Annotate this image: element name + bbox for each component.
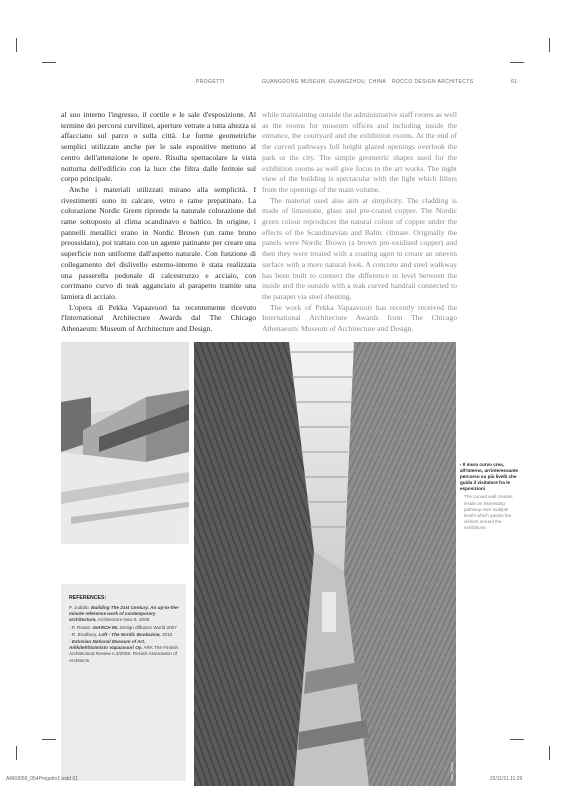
italian-text-column — [61, 110, 256, 335]
references-box — [61, 584, 186, 781]
crop-mark — [510, 739, 524, 740]
caption-english: The curved wall creates inside an interesting pathway over multiple levels which guides the visitors around the exhibitions — [464, 494, 513, 530]
paragraph: while maintaining outside the administrative staff rooms as well as the rooms for museum offices and including inside the entrance, the courtyard and the exhibition rooms. At the end of the curved pathways full height glazed openings overlook the park or the city. The simple geometric shapes used for the exhibition rooms as well give focus to the art works. The night view of the building is spectacular with the light which filters from the openings of the main volume. — [262, 110, 457, 194]
caption-italian — [460, 462, 520, 492]
reference-title: GIARCH 96. — [92, 624, 119, 630]
caption-arrow-icon: ‹ — [460, 462, 463, 467]
english-text-column — [262, 110, 457, 335]
reference-source: 2010 — [162, 631, 173, 637]
crop-mark — [16, 746, 17, 760]
reference-source: Architecture Now 6, 2008 — [97, 617, 150, 623]
reference-title: Loft - The Nordic Bookazine, — [98, 631, 161, 637]
references-list — [69, 605, 181, 665]
reference-author: - R. Bradbury, — [69, 631, 98, 637]
reference-source: ARK The Finnish Architectural Review n.3/2006. Finnish Association of Architects — [69, 645, 179, 663]
photo-credit: Jussi Tiainen — [181, 521, 185, 542]
caption-italian-text: Il muro curvo crea, all'interno, un'interessante percorso su più livelli che guida il visitatore fra le esposizioni — [460, 462, 519, 492]
reference-item — [69, 639, 181, 664]
paragraph: The work of Pekka Vapaavuori has recently received the International Architecture Awards from The Chicago Athenaeum: Museum of Architecture and Design. — [262, 302, 457, 334]
reference-author: - — [69, 639, 71, 645]
paragraph: Anche i materiali utilizzati mirano alla semplicità. I rivestimenti sono in calcare, vetro e rame prepatinato. La colorazione Nordic Green riprende la naturale colorazione del rame sottoposto al clima scandinavo e baltico. In origine, i pannelli metallici erano in Nordic Brown (un rame bruno preossidato), poi trattato con un agente patinante per creare una superficie non uniforme dall'aspetto naturale. Con funzione di collegamento del dislivello esterno-interno è stata realizzata una passerella pedonale di calcestruzzo e acciaio, con corrimano curvo di teak agganciato al parapetto tramite una lamiera di acciaio. — [61, 184, 256, 301]
project-label: GUANGDONG MUSEUM, GUANGZHOU, CHINA — [262, 79, 387, 85]
reference-source: Design diffusion World 2007 — [119, 624, 177, 630]
photo-credit: Jussi Tiainen — [450, 761, 454, 782]
paragraph: L'opera di Pekka Vapaavuori ha recentemente ricevuto l'International Architecture Awards dal The Chicago Athenaeum: Museum of Architecture and Design. — [61, 302, 256, 334]
reference-item — [69, 625, 181, 631]
file-slug: ARK0659_054Progetto1.indd 61 — [6, 776, 79, 782]
section-label: PROGETTI — [196, 79, 225, 85]
photo-caption — [460, 462, 520, 531]
crop-mark — [42, 62, 56, 63]
studio-label: ROCCO DESIGN ARCHITECTS — [392, 79, 474, 85]
crop-mark — [16, 38, 17, 52]
paragraph: The material used also aim at simplicity. The cladding is made of limestone, glass and pre-coated copper. The Nordic green colour reproduces the natural colour of copper under the effects of the Scandinavian and Baltic climate. Originally the panels were Nordic Brown (a brown pre-oxidised copper) and then they were treated with a coating agen to create an uneven surface with a more natural look. A concrete and steel walkway has been built to connect the difference in level between the inside and the outside with a teak curved handrail connected to the parapet via steel sheeting. — [262, 195, 457, 301]
reference-item — [69, 632, 181, 638]
page-number: 61 — [511, 79, 518, 85]
reference-item — [69, 605, 181, 624]
crop-mark — [549, 38, 550, 52]
reference-title: Building The 21st Century. An up-to-the-minute reference work of contemporary architecture, — [69, 605, 180, 623]
reference-author: - P. Rosati. — [69, 624, 92, 630]
crop-mark — [549, 746, 550, 760]
interior-photo — [194, 342, 456, 786]
crop-mark — [510, 62, 524, 63]
paragraph: al suo interno l'ingresso, il cortile e le sale d'esposizione. Al termine dei percorsi curvilinei, aperture vetrate a tutta altezza si affacciano sul parco o sulla città. Le forme geometriche semplici utilizzate anche per le sale espositive mettono al centro dell'attenzione le opere. Risulta spettacolare la vista notturna dell'edificio con la luce che filtra dalle feritoie sul corpo principale. — [61, 110, 256, 184]
reference-title: Estonian National Museum of Art. Arkkitehtitoimisto Vapaavuori Oy. — [69, 639, 146, 651]
crop-mark — [42, 739, 56, 740]
references-title: REFERENCES: — [69, 595, 107, 601]
reference-author: P. Jodidio, — [69, 605, 90, 610]
exterior-photo — [61, 342, 189, 544]
date-slug: 22/11/11 11:29 — [490, 776, 523, 782]
